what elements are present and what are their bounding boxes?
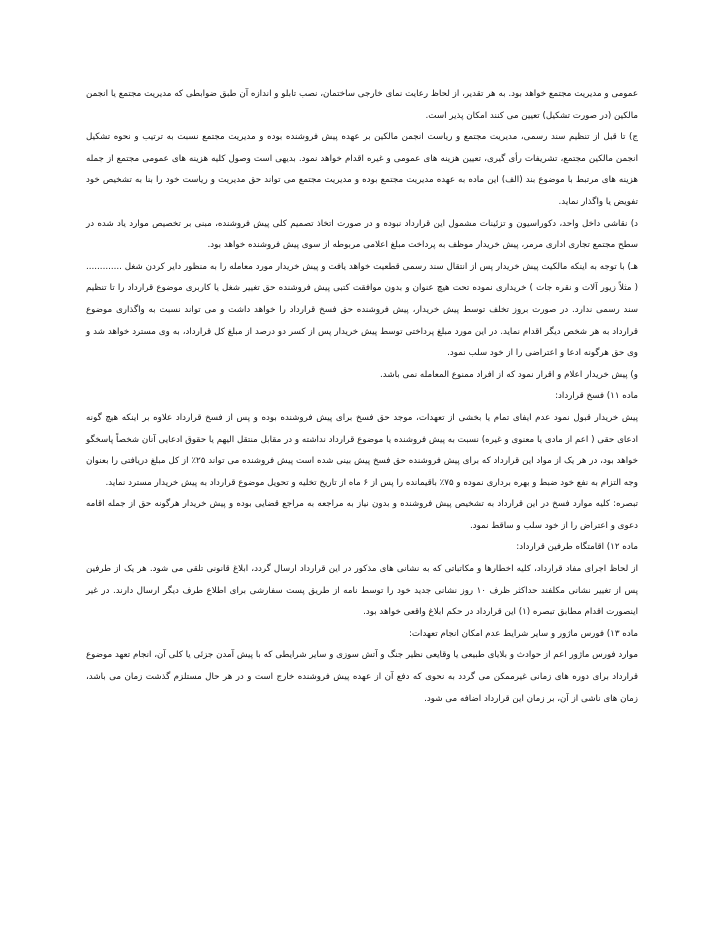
clause-d-decoration: د) نقاشی داخل واحد، دکوراسیون و تزئینات مشمول این قرارداد نبوده و در صورت اتخاذ تصمیم کلی پیش فروشنده، مبنی بر تخصیص موارد یاد شده در سطح مجتمع تجاری اداری مرمر، پیش خریدار موظف به پرداخت مبلغ اعلامی مربوطه از سوی پیش فروشنده خواهد بود. — [86, 218, 638, 251]
clause-f-buyer-declaration: و) پیش خریدار اعلام و اقرار نمود که از افراد ممنوع المعامله نمی باشد. — [380, 369, 638, 380]
article-11-note: تبصره: کلیه موارد فسخ در این قرارداد به تشخیص پیش فروشنده و بدون نیاز به مراجعه به مراجع قضایی بوده و پیش خریدار هرگونه حق از جمله اقامه دعوی و اعتراض را از خود سلب و ساقط نمود. — [86, 499, 638, 531]
article-12-body: از لحاظ اجرای مفاد قرارداد، کلیه اخطارها و مکاتباتی که به نشانی های مذکور در این قرارداد ارسال گردد، ابلاغ قانونی تلقی می شود. هر یک از طرفین پس از تغییر نشانی مکلفند حداکثر ظرف ۱۰ روز نشانی جدید خود را توسط نامه از طریق پست سفارشی برای اطلاع طرف دیگر ارسال دارند. در غیر اینصورت اقدام مطابق تبصره (۱) این قرارداد در حکم ابلاغ واقعی خواهد بود. — [86, 564, 638, 618]
clause-e-change-of-use: هـ) با توجه به اینکه مالکیت پیش خریدار پس از انتقال سند رسمی قطعیت خواهد یافت و پیش خریدار مورد معامله را به منظور دایر کردن شغل ............. ( مثلاً زیور آلات و نقره جات ) خریداری نموده تحت هیچ عنوان و بدون موافقت کتبی پیش فروشنده حق تغییر شغل یا کاربری موضوع قرارداد را تا تنظیم سند رسمی ندارد. در صورت بروز تخلف توسط پیش خریدار، پیش فروشنده حق فسخ قرارداد را خواهد داشت و می تواند نسبت به واگذاری موضوع قرارداد به هر شخص دیگر اقدام نماید. در این مورد مبلغ پرداختی توسط پیش خریدار پس از کسر دو درصد از مبلغ کل قرارداد، به وی مسترد خواهد شد و وی حق هرگونه ادعا و اعتراضی را از خود سلب نمود. — [86, 261, 638, 359]
article-11-body: پیش خریدار قبول نمود عدم ایفای تمام یا بخشی از تعهدات، موجد حق فسخ برای پیش فروشنده بوده و پس از فسخ قرارداد علاوه بر اینکه هیچ گونه ادعای حقی ( اعم از مادی یا معنوی و غیره) نسبت به پیش فروشنده یا موضوع قرارداد نداشته و در مقابل منتقل الیهم یا حقوق ادعایی آنان شخصاً پاسخگو خواهد بود، در هر یک از مواد این قرارداد که برای پیش فروشنده حق فسخ پیش بینی شده است پیش فروشنده می تواند ۲۵٪ از کل مبلغ دریافتی را بعنوان وجه التزام به نفع خود ضبط و بهره برداری نموده و ۷۵٪ باقیمانده را پس از ۶ ماه از تاریخ تخلیه و تحویل موضوع قرارداد به پیش خریدار مسترد نماید. — [86, 412, 639, 488]
contract-body — [86, 84, 638, 710]
paragraph-management-signage: عمومی و مدیریت مجتمع خواهد بود. به هر تقدیر، از لحاظ رعایت نمای خارجی ساختمان، نصب تابلو و اندازه آن طبق ضوابطی که مدیریت مجتمع یا انجمن مالکین (در صورت تشکیل) تعیین می کنند امکان پذیر است. — [86, 89, 638, 121]
article-12-heading: ماده ۱۲) اقامتگاه طرفین قرارداد: — [516, 542, 638, 553]
article-13-body: موارد فورس ماژور اعم از حوادث و بلایای طبیعی یا وقایعی نظیر جنگ و آتش سوزی و سایر شرایطی که با پیش آمدن جزئی یا کلی آن، انجام تعهد موضوع قرارداد برای دوره های زمانی غیرممکن می گردد به نحوی که دفع آن از عهده پیش فروشنده خارج است و در هر حال مستلزم گذشت زمان می باشد، زمان های ناشی از آن، بر زمان این قرارداد اضافه می شود. — [86, 650, 638, 704]
article-11-heading: ماده ۱۱) فسخ قرارداد: — [555, 391, 638, 402]
clause-c-owners-association: ج) تا قبل از تنظیم سند رسمی، مدیریت مجتمع و ریاست انجمن مالکین بر عهده پیش فروشنده بوده و مدیریت مجتمع نسبت به ترتیب و نحوه تشکیل انجمن مالکین مجتمع، تشریفات رأی گیری، تعیین هزینه های عمومی و غیره اقدام خواهد نمود. بدیهی است وصول کلیه هزینه های عمومی مجتمع از جمله هزینه های مرتبط با موضوع بند (الف) این ماده به عهده مدیریت مجتمع بوده و مدیریت مجتمع می تواند حق مدیریت و ریاست خود را بنا به تشخیص خود تفویض یا واگذار نماید. — [86, 132, 638, 207]
article-13-heading: ماده ۱۳) فورس ماژور و سایر شرایط عدم امکان انجام تعهدات: — [408, 628, 638, 639]
